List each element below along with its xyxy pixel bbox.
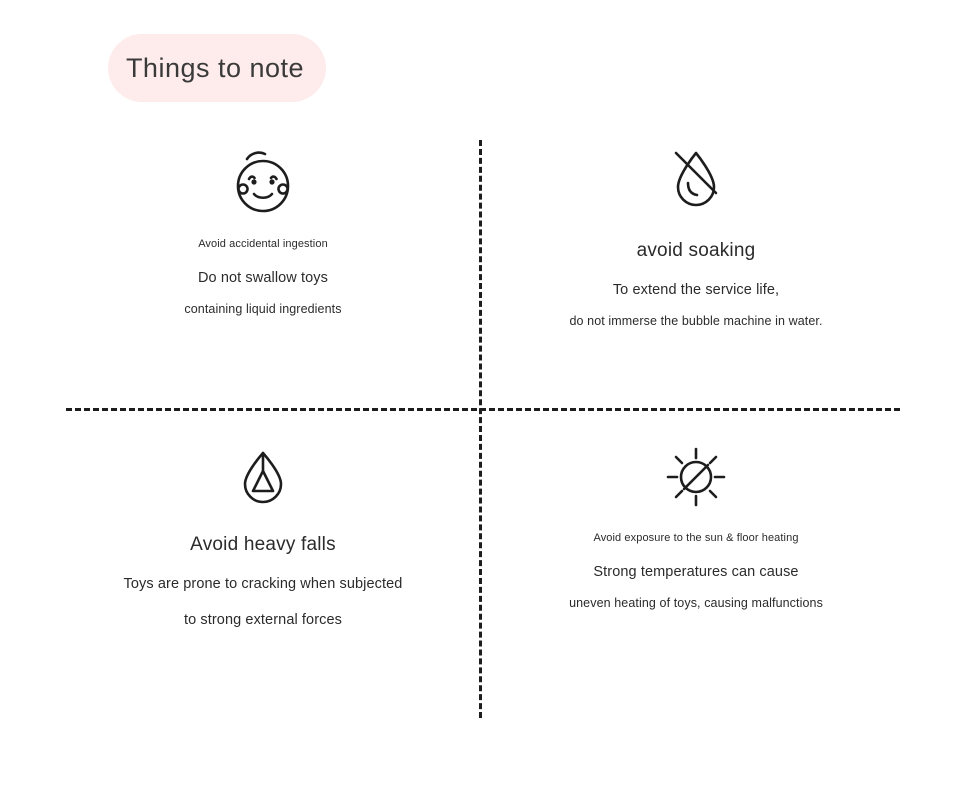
note-line-2: uneven heating of toys, causing malfunctions	[569, 596, 823, 610]
notes-grid	[0, 130, 961, 720]
note-heading: Avoid exposure to the sun & floor heating	[593, 532, 799, 544]
divider-horizontal	[66, 408, 900, 411]
note-heading: Avoid accidental ingestion	[198, 238, 328, 250]
note-line-2: containing liquid ingredients	[184, 302, 342, 316]
note-card-ingestion	[33, 138, 493, 316]
note-line-1: Toys are prone to cracking when subjected	[123, 576, 403, 592]
no-sun-exposure-icon	[652, 432, 740, 518]
page-title: Things to note	[125, 52, 305, 83]
note-heading: Avoid heavy falls	[190, 534, 336, 555]
no-drop-fall-icon	[221, 432, 305, 518]
note-card-sun	[466, 432, 926, 610]
baby-face-icon	[221, 138, 305, 224]
note-card-falls	[33, 432, 493, 628]
note-card-soaking	[466, 138, 926, 328]
page-title-pill	[108, 34, 326, 102]
note-heading: avoid soaking	[636, 240, 756, 261]
water-drop-no-soak-icon	[654, 138, 738, 224]
note-line-1: To extend the service life,	[612, 282, 780, 298]
note-line-1: Do not swallow toys	[197, 270, 329, 286]
note-line-2: to strong external forces	[183, 612, 343, 628]
note-line-1: Strong temperatures can cause	[593, 564, 799, 580]
note-line-2: do not immerse the bubble machine in water.	[569, 314, 823, 328]
